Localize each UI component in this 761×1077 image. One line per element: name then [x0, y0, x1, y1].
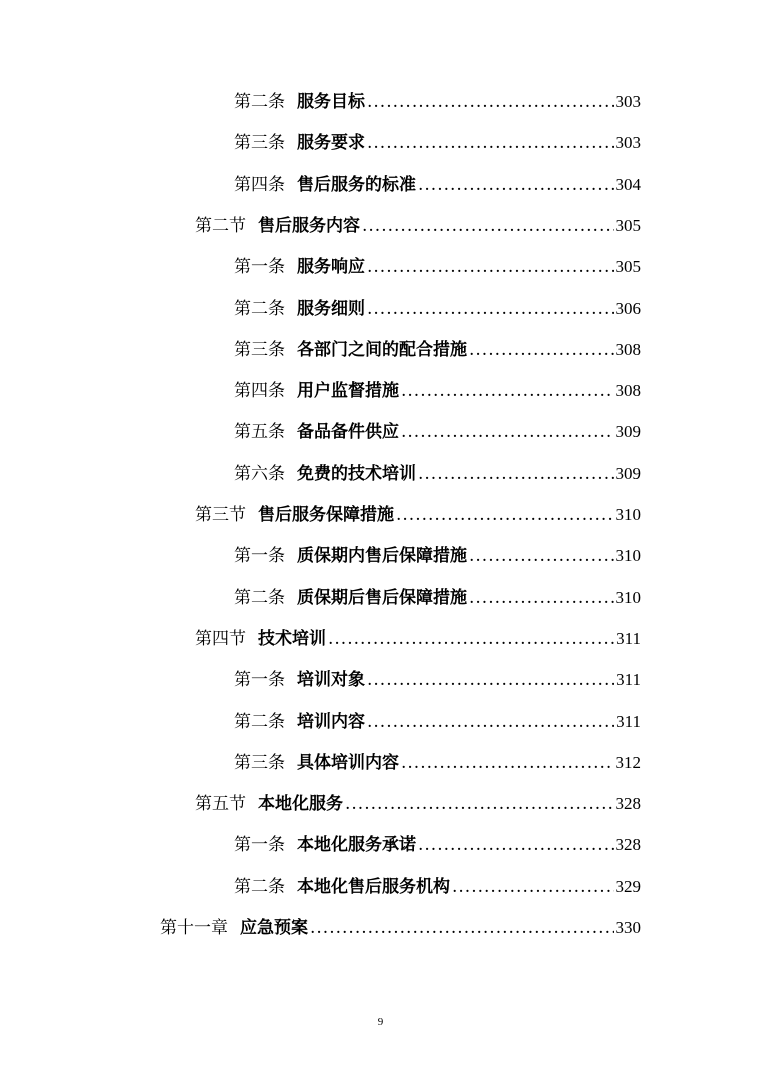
dot-leader — [418, 171, 614, 199]
toc-entry-number: 第二条 — [234, 877, 285, 897]
toc-entry[interactable] — [234, 708, 641, 736]
toc-entry-title: 备品备件供应 — [297, 422, 399, 442]
toc-entry-page: 305 — [615, 257, 641, 276]
toc-entry-number: 第三条 — [234, 753, 285, 773]
dot-leader — [469, 336, 614, 364]
toc-entry-number: 第三节 — [195, 505, 246, 525]
dot-leader — [345, 790, 614, 818]
toc-entry-title: 售后服务内容 — [258, 216, 360, 236]
toc-entry-title: 服务细则 — [297, 299, 365, 319]
toc-entry[interactable] — [234, 336, 641, 364]
toc-entry-page: 308 — [615, 381, 641, 400]
dot-leader — [310, 914, 614, 942]
toc-entry-title: 服务响应 — [297, 257, 365, 277]
dot-leader — [469, 542, 614, 570]
toc-entry-page: 311 — [616, 712, 641, 731]
toc-entry[interactable] — [234, 873, 641, 901]
toc-entry[interactable] — [234, 88, 641, 116]
toc-entry-number: 第二条 — [234, 712, 285, 732]
page-number-footer: 9 — [377, 1016, 384, 1028]
toc-entry-page: 305 — [615, 216, 641, 235]
dot-leader — [401, 377, 614, 405]
dot-leader — [367, 666, 614, 694]
toc-entry-page: 310 — [615, 505, 641, 524]
toc-entry-title: 服务要求 — [297, 133, 365, 153]
toc-entry-number: 第四节 — [195, 629, 246, 649]
toc-entry-number: 第一条 — [234, 670, 285, 690]
dot-leader — [418, 460, 614, 488]
toc-entry-title: 服务目标 — [297, 92, 365, 112]
toc-entry-page: 303 — [615, 133, 641, 152]
toc-entry[interactable] — [195, 625, 641, 653]
toc-entry-number: 第五条 — [234, 422, 285, 442]
toc-entry-page: 306 — [615, 299, 641, 318]
toc-entry-number: 第二条 — [234, 588, 285, 608]
toc-entry-page: 329 — [615, 877, 641, 896]
toc-entry[interactable] — [234, 253, 641, 281]
toc-entry-title: 本地化售后服务机构 — [297, 877, 450, 897]
toc-entry-title: 质保期后售后保障措施 — [297, 588, 467, 608]
dot-leader — [367, 708, 614, 736]
toc-entry[interactable] — [234, 295, 641, 323]
toc-entry-title: 售后服务保障措施 — [258, 505, 394, 525]
toc-entry-page: 328 — [615, 794, 641, 813]
dot-leader — [396, 501, 614, 529]
toc-entry-page: 312 — [615, 753, 641, 772]
toc-entry-page: 304 — [615, 175, 641, 194]
toc-entry-page: 311 — [616, 670, 641, 689]
toc-entry[interactable] — [234, 666, 641, 694]
dot-leader — [469, 584, 614, 612]
toc-entry[interactable] — [195, 501, 641, 529]
toc-entry-title: 质保期内售后保障措施 — [297, 546, 467, 566]
dot-leader — [367, 253, 614, 281]
dot-leader — [452, 873, 614, 901]
toc-entry-number: 第十一章 — [160, 918, 228, 938]
toc-entry[interactable] — [234, 584, 641, 612]
toc-entry-page: 310 — [615, 588, 641, 607]
toc-entry-title: 本地化服务 — [258, 794, 343, 814]
toc-entry-page: 308 — [615, 340, 641, 359]
toc-entry-page: 309 — [615, 464, 641, 483]
toc-entry-title: 培训内容 — [297, 712, 365, 732]
toc-entry-page: 330 — [615, 918, 641, 937]
toc-entry-number: 第一条 — [234, 257, 285, 277]
toc-entry-title: 售后服务的标准 — [297, 175, 416, 195]
toc-entry-number: 第六条 — [234, 464, 285, 484]
toc-entry[interactable] — [234, 171, 641, 199]
dot-leader — [328, 625, 614, 653]
toc-entry-title: 本地化服务承诺 — [297, 835, 416, 855]
toc-entry-page: 309 — [615, 422, 641, 441]
toc-entry-title: 免费的技术培训 — [297, 464, 416, 484]
toc-entry-title: 培训对象 — [297, 670, 365, 690]
toc-entry-title: 各部门之间的配合措施 — [297, 340, 467, 360]
toc-entry[interactable] — [234, 749, 641, 777]
toc-entry-number: 第三条 — [234, 340, 285, 360]
toc-entry[interactable] — [195, 212, 641, 240]
toc-entry[interactable] — [234, 542, 641, 570]
toc-entry-page: 310 — [615, 546, 641, 565]
dot-leader — [418, 831, 614, 859]
toc-entry-number: 第四条 — [234, 381, 285, 401]
toc-entry-title: 应急预案 — [240, 918, 308, 938]
toc-entry-title: 具体培训内容 — [297, 753, 399, 773]
toc-entry-number: 第三条 — [234, 133, 285, 153]
dot-leader — [367, 129, 614, 157]
toc-entry[interactable] — [160, 914, 641, 942]
toc-entry[interactable] — [234, 129, 641, 157]
dot-leader — [401, 749, 614, 777]
toc-entry[interactable] — [234, 418, 641, 446]
toc-entry[interactable] — [195, 790, 641, 818]
toc-entry-number: 第一条 — [234, 835, 285, 855]
toc-entry-title: 用户监督措施 — [297, 381, 399, 401]
toc-entry-number: 第二节 — [195, 216, 246, 236]
toc-entry-page: 311 — [616, 629, 641, 648]
toc-entry-number: 第二条 — [234, 299, 285, 319]
dot-leader — [367, 88, 614, 116]
dot-leader — [367, 295, 614, 323]
toc-entry-page: 303 — [615, 92, 641, 111]
toc-entry-number: 第四条 — [234, 175, 285, 195]
toc-entry-number: 第一条 — [234, 546, 285, 566]
dot-leader — [362, 212, 614, 240]
toc-entry-title: 技术培训 — [258, 629, 326, 649]
toc-entry-number: 第二条 — [234, 92, 285, 112]
dot-leader — [401, 418, 614, 446]
toc-entry-page: 328 — [615, 835, 641, 854]
toc-entry-number: 第五节 — [195, 794, 246, 814]
toc-entry[interactable] — [234, 460, 641, 488]
toc-entry[interactable] — [234, 831, 641, 859]
toc-entry[interactable] — [234, 377, 641, 405]
